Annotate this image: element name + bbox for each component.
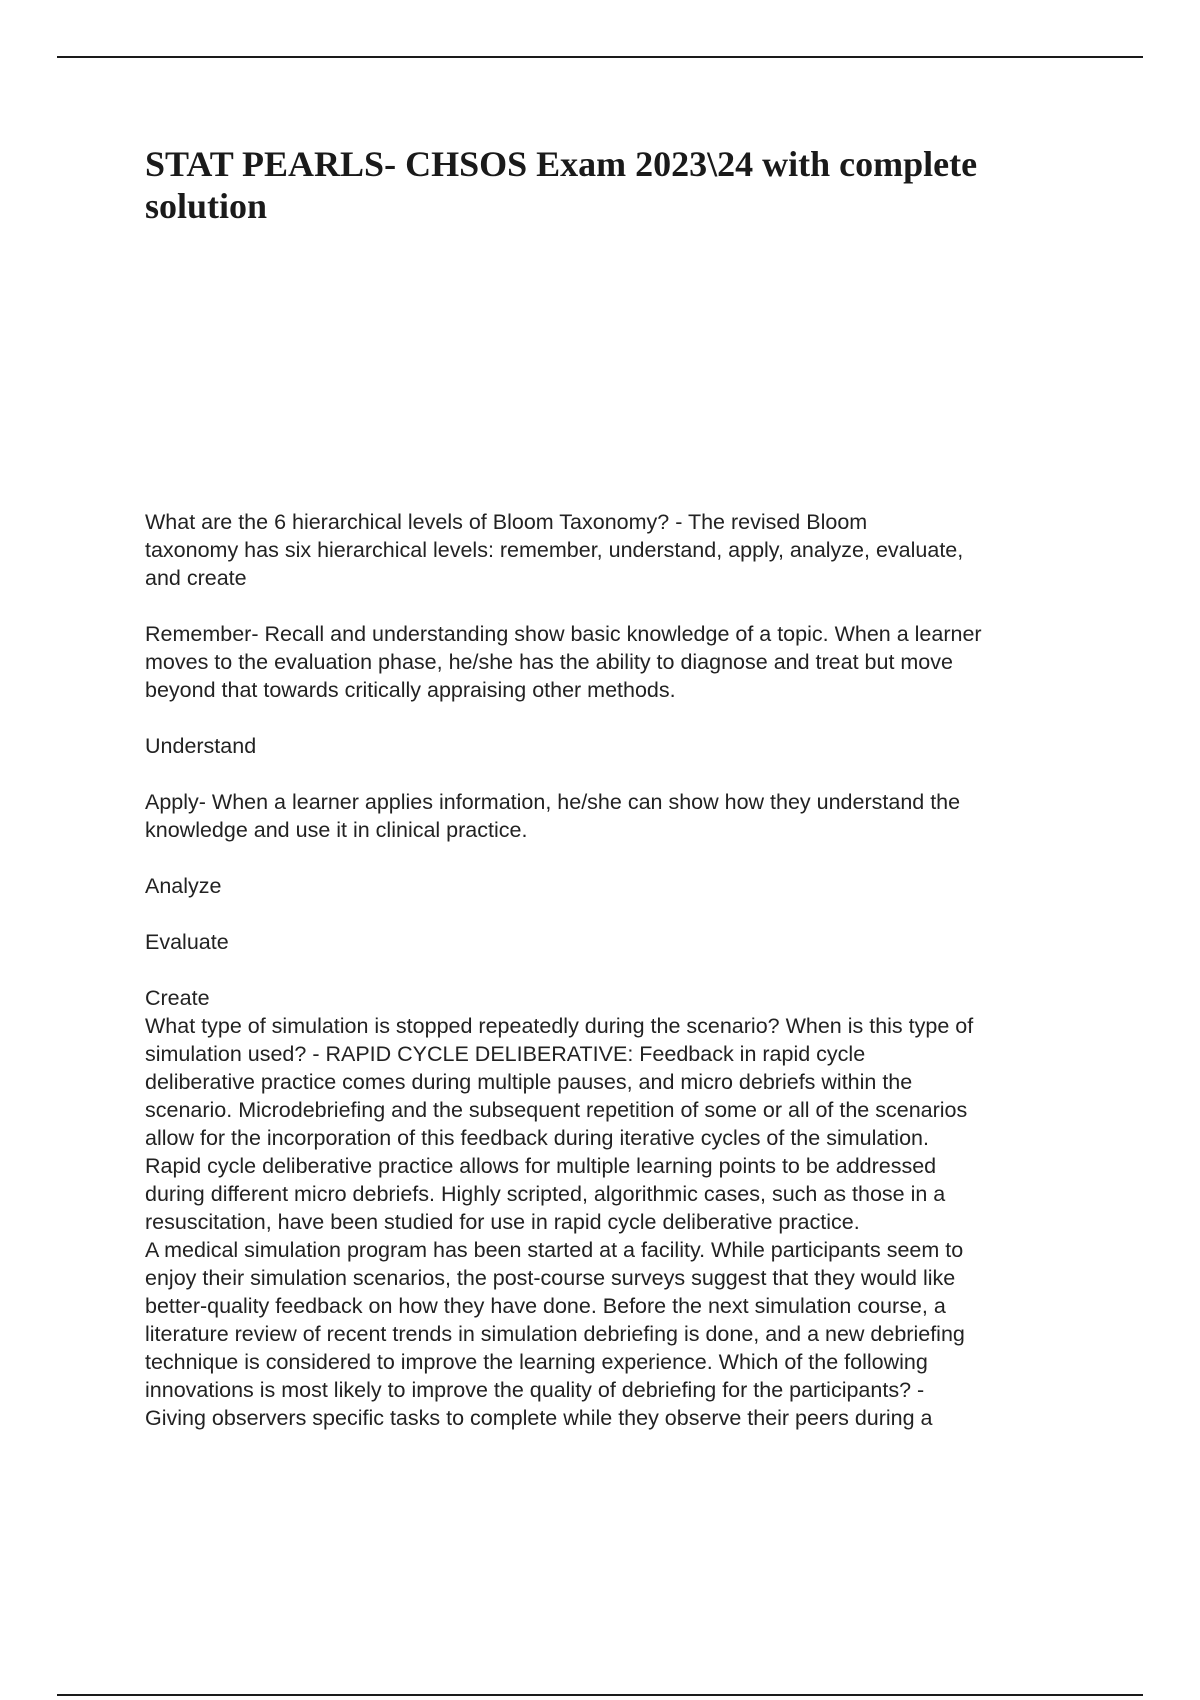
paragraph-evaluate: Evaluate (145, 930, 229, 954)
paragraph-gap (145, 592, 1095, 620)
bottom-rule (57, 1694, 1143, 1696)
paragraph-create-and-simulation-questions: Create What type of simulation is stopped repeatedly during the scenario? When is this type of simulation used? - RAPID CYCLE DELIBERATIVE: Feedback in rapid cycle deliberative practice comes during multiple pauses, and micro debriefs within the scenario. Microdebriefing and the subsequent repetition of some or all of the scenarios allow for the incorporation of this feedback during iterative cycles of the simulation. Rapid cycle deliberative practice allows for multiple learning points to be addressed during different micro debriefs. Highly scripted, algorithmic cases, such as those in a resuscitation, have been studied for use in rapid cycle deliberative practice. A medical simulation program has been started at a facility. While participants seem to enjoy their simulation scenarios, the post-course surveys suggest that they would like better-quality feedback on how they have done. Before the next simulation course, a literature review of recent trends in simulation debriefing is done, and a new debriefing technique is considered to improve the learning experience. Which of the following innovations is most likely to improve the quality of debriefing for the participants? - Giving observers specific tasks to complete while they observe their peers during a (145, 986, 974, 1430)
paragraph-remember: Remember- Recall and understanding show basic knowledge of a topic. When a learner moves to the evaluation phase, he/she has the ability to diagnose and treat but move beyond that towards critically appraising other methods. (145, 622, 982, 702)
paragraph-apply: Apply- When a learner applies information, he/she can show how they understand the knowledge and use it in clinical practice. (145, 790, 961, 842)
paragraph-gap (145, 844, 1095, 872)
paragraph-gap (145, 900, 1095, 928)
paragraph-gap (145, 760, 1095, 788)
top-rule (57, 56, 1143, 58)
paragraph-gap (145, 956, 1095, 984)
paragraph-understand: Understand (145, 734, 257, 758)
document-body (145, 508, 1095, 1432)
paragraph-gap (145, 704, 1095, 732)
paragraph-bloom-question: What are the 6 hierarchical levels of Bloom Taxonomy? - The revised Bloom taxonomy has six hierarchical levels: remember, understand, apply, analyze, evaluate, and create (145, 510, 964, 590)
paragraph-analyze: Analyze (145, 874, 222, 898)
document-title: STAT PEARLS- CHSOS Exam 2023\24 with complete solution (145, 144, 978, 226)
